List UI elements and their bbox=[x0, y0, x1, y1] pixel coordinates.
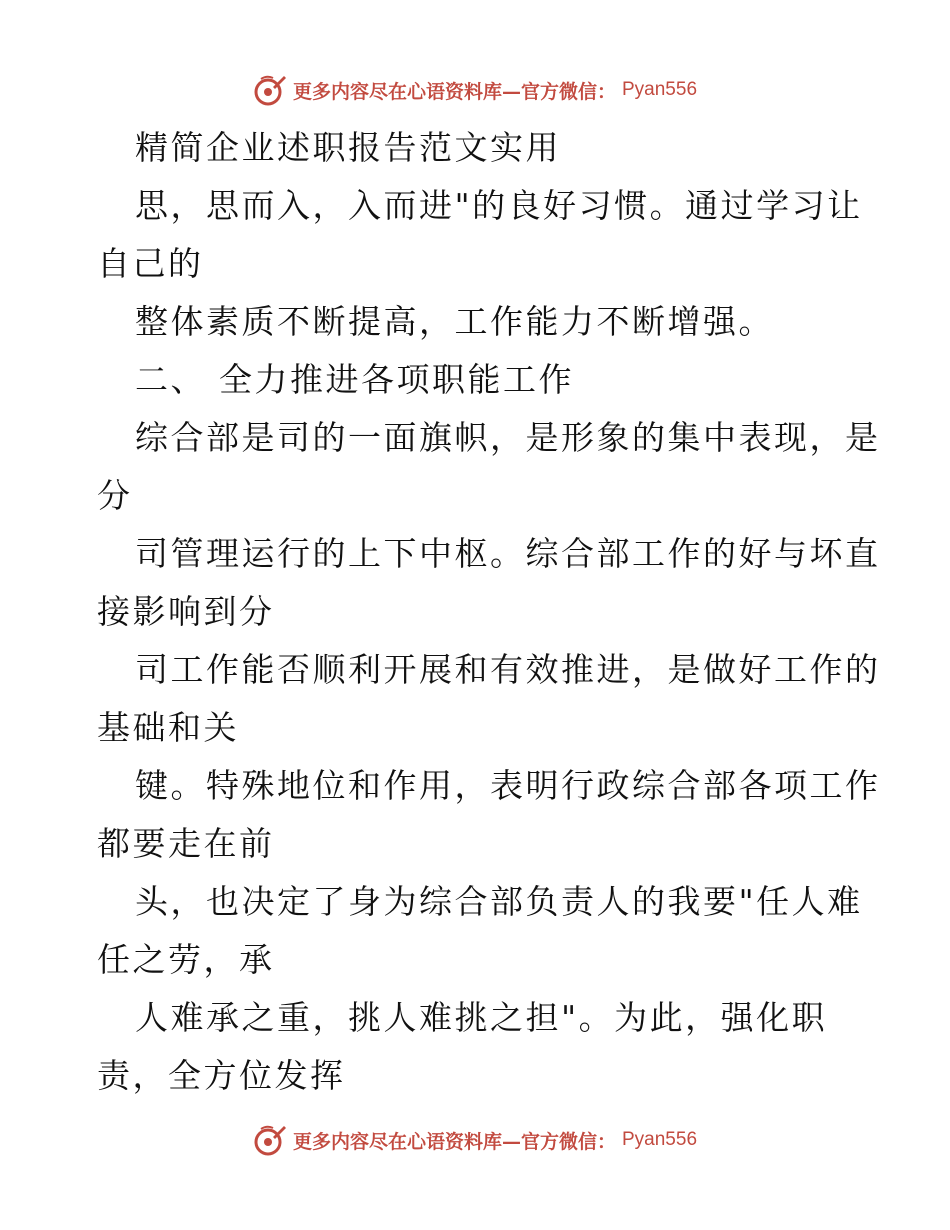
banner-text: 更多内容尽在心语资料库—官方微信： bbox=[292, 1130, 616, 1153]
document-title: 精简企业述职报告范文实用 bbox=[135, 128, 561, 167]
text-line: 自己的 bbox=[97, 244, 204, 283]
header-banner bbox=[0, 70, 950, 110]
section-heading: 二、 全力推进各项职能工作 bbox=[135, 360, 574, 399]
text-line: 键。特殊地位和作用，表明行政综合部各项工作 bbox=[135, 766, 881, 805]
text-line: 头，也决定了身为综合部负责人的我要"任人难 bbox=[135, 882, 863, 921]
text-line: 都要走在前 bbox=[97, 824, 275, 863]
text-line: 司管理运行的上下中枢。综合部工作的好与坏直 bbox=[135, 534, 881, 573]
text-line: 任之劳，承 bbox=[97, 940, 275, 979]
banner-text: 更多内容尽在心语资料库—官方微信： bbox=[292, 80, 616, 103]
text-line: 分 bbox=[97, 476, 133, 515]
banner-wechat-id: Pyan556 bbox=[622, 1129, 698, 1150]
text-line: 综合部是司的一面旗帜，是形象的集中表现，是 bbox=[135, 418, 881, 457]
footer-banner bbox=[0, 1120, 950, 1160]
pen-logo-icon bbox=[253, 1123, 287, 1157]
pen-logo-icon bbox=[253, 73, 287, 107]
text-line: 司工作能否顺利开展和有效推进，是做好工作的 bbox=[135, 650, 881, 689]
text-line: 责，全方位发挥 bbox=[97, 1056, 346, 1095]
text-line: 人难承之重，挑人难挑之担"。为此，强化职 bbox=[135, 998, 828, 1037]
text-line: 接影响到分 bbox=[97, 592, 275, 631]
banner-wechat-id: Pyan556 bbox=[622, 79, 698, 100]
text-line: 整体素质不断提高，工作能力不断增强。 bbox=[135, 302, 774, 341]
text-line: 思，思而入，入而进"的良好习惯。通过学习让 bbox=[135, 186, 863, 225]
text-line: 基础和关 bbox=[97, 708, 239, 747]
